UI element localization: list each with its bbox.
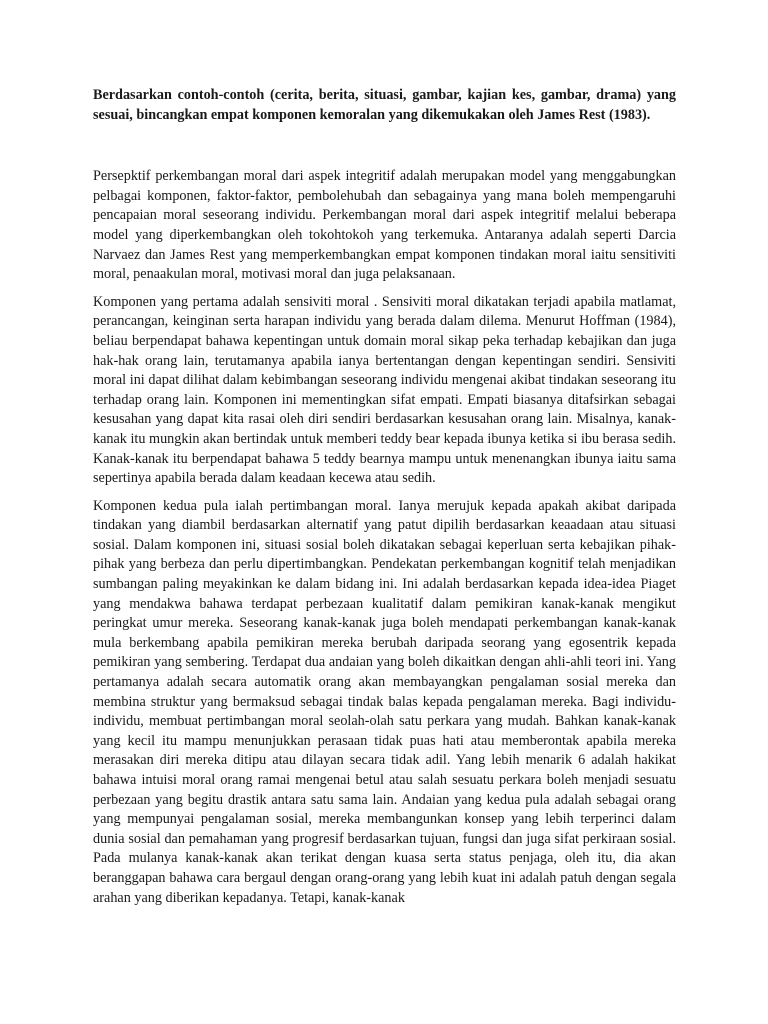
paragraph-first-component: Komponen yang pertama adalah sensiviti moral . Sensiviti moral dikatakan terjadi apabila matlamat, perancangan, keinginan serta harapan individu yang berada dalam dilema. Menurut Hoffman (1984), beliau berpendapat bahawa kepentingan untuk domain moral sikap peka terhadap kebajikan dan juga hak-hak orang lain, terutamanya apabila ianya bertentangan dengan kepentingan sendiri. Sensiviti moral ini dapat dilihat dalam kebimbangan seseorang individu mengenai akibat tindakan seseorang itu terhadap orang lain. Komponen ini mementingkan sifat empati. Empati biasanya ditafsirkan sebagai kesusahan yang dapat kita rasai oleh diri sendiri berdasarkan kesusahan orang lain. Misalnya, kanak-kanak itu mungkin akan bertindak untuk memberi teddy bear kepada ibunya ketika si ibu berasa sedih. Kanak-kanak itu berpendapat bahawa 5 teddy bearnya mampu untuk menenangkan ibunya iaitu sama sepertinya apabila berada dalam keadaan kecewa atau sedih. bbox=[93, 293, 676, 487]
question-heading: Berdasarkan contoh-contoh (cerita, berita, situasi, gambar, kajian kes, gambar, drama) yang sesuai, bincangkan empat komponen kemoralan yang dikemukakan oleh James Rest (1983). bbox=[93, 87, 676, 123]
paragraph-second-component: Komponen kedua pula ialah pertimbangan moral. Ianya merujuk kepada apakah akibat daripada tindakan yang diambil berdasarkan alternatif yang patut dipilih berdasarkan keaadaan atau situasi sosial. Dalam komponen ini, situasi sosial boleh dikatakan sebagai keperluan serta kebajikan pihak-pihak yang berbeza dan perlu dipertimbangkan. Pendekatan perkembangan kognitif telah menjadikan sumbangan paling meyakinkan ke dalam bidang ini. Ini adalah berdasarkan kepada idea-idea Piaget yang mendakwa bahawa terdapat perbezaan kualitatif dalam pemikiran kanak-kanak mengikut peringkat umur mereka. Seseorang kanak-kanak juga boleh mendapati perkembangan kanak-kanak mula berkembang apabila pemikiran mereka berubah daripada seorang yang egosentrik kepada pemikiran yang sembering. Terdapat dua andaian yang boleh dikaitkan dengan ahli-ahli teori ini. Yang pertamanya adalah secara automatik orang akan membayangkan pengalaman sosial mereka dan membina struktur yang bermaksud sebagai tindak balas kepada pengalaman mereka. Bagi individu-individu, membuat pertimbangan moral seolah-olah satu perkara yang mudah. Bahkan kanak-kanak yang kecil itu mampu menunjukkan perasaan tidak puas hati atau memberontak apabila mereka merasakan diri mereka ditipu atau dilayan secara tidak adil. Yang lebih menarik 6 adalah hakikat bahawa intuisi moral orang ramai mengenai betul atau salah sesuatu perkara boleh menjadi sesuatu perbezaan yang begitu drastik antara satu sama lain. Andaian yang kedua pula adalah sebagai orang yang mempunyai pengalaman sosial, mereka membangunkan konsep yang lebih terperinci dalam dunia sosial dan pemahaman yang progresif berdasarkan tujuan, fungsi dan juga sifat perkiraan sosial. Pada mulanya kanak-kanak akan terikat dengan kuasa serta status penjaga, oleh itu, dia akan beranggapan bahawa cara bergaul dengan orang-orang yang lebih kuat ini adalah patuh dengan segala arahan yang diberikan kepadanya. Tetapi, kanak-kanak bbox=[93, 497, 676, 906]
paragraph-intro: Persepktif perkembangan moral dari aspek integritif adalah merupakan model yang menggabungkan pelbagai komponen, faktor-faktor, pembolehubah dan sebagainya yang mana boleh mempengaruhi pencapaian moral seseorang individu. Perkembangan moral dari aspek integritif melalui beberapa model yang diperkembangkan oleh tokohtokoh yang terkemuka. Antaranya adalah seperti Darcia Narvaez dan James Rest yang memperkembangkan empat komponen tindakan moral iaitu sensitiviti moral, penaakulan moral, motivasi moral dan juga pelaksanaan. bbox=[93, 168, 676, 283]
